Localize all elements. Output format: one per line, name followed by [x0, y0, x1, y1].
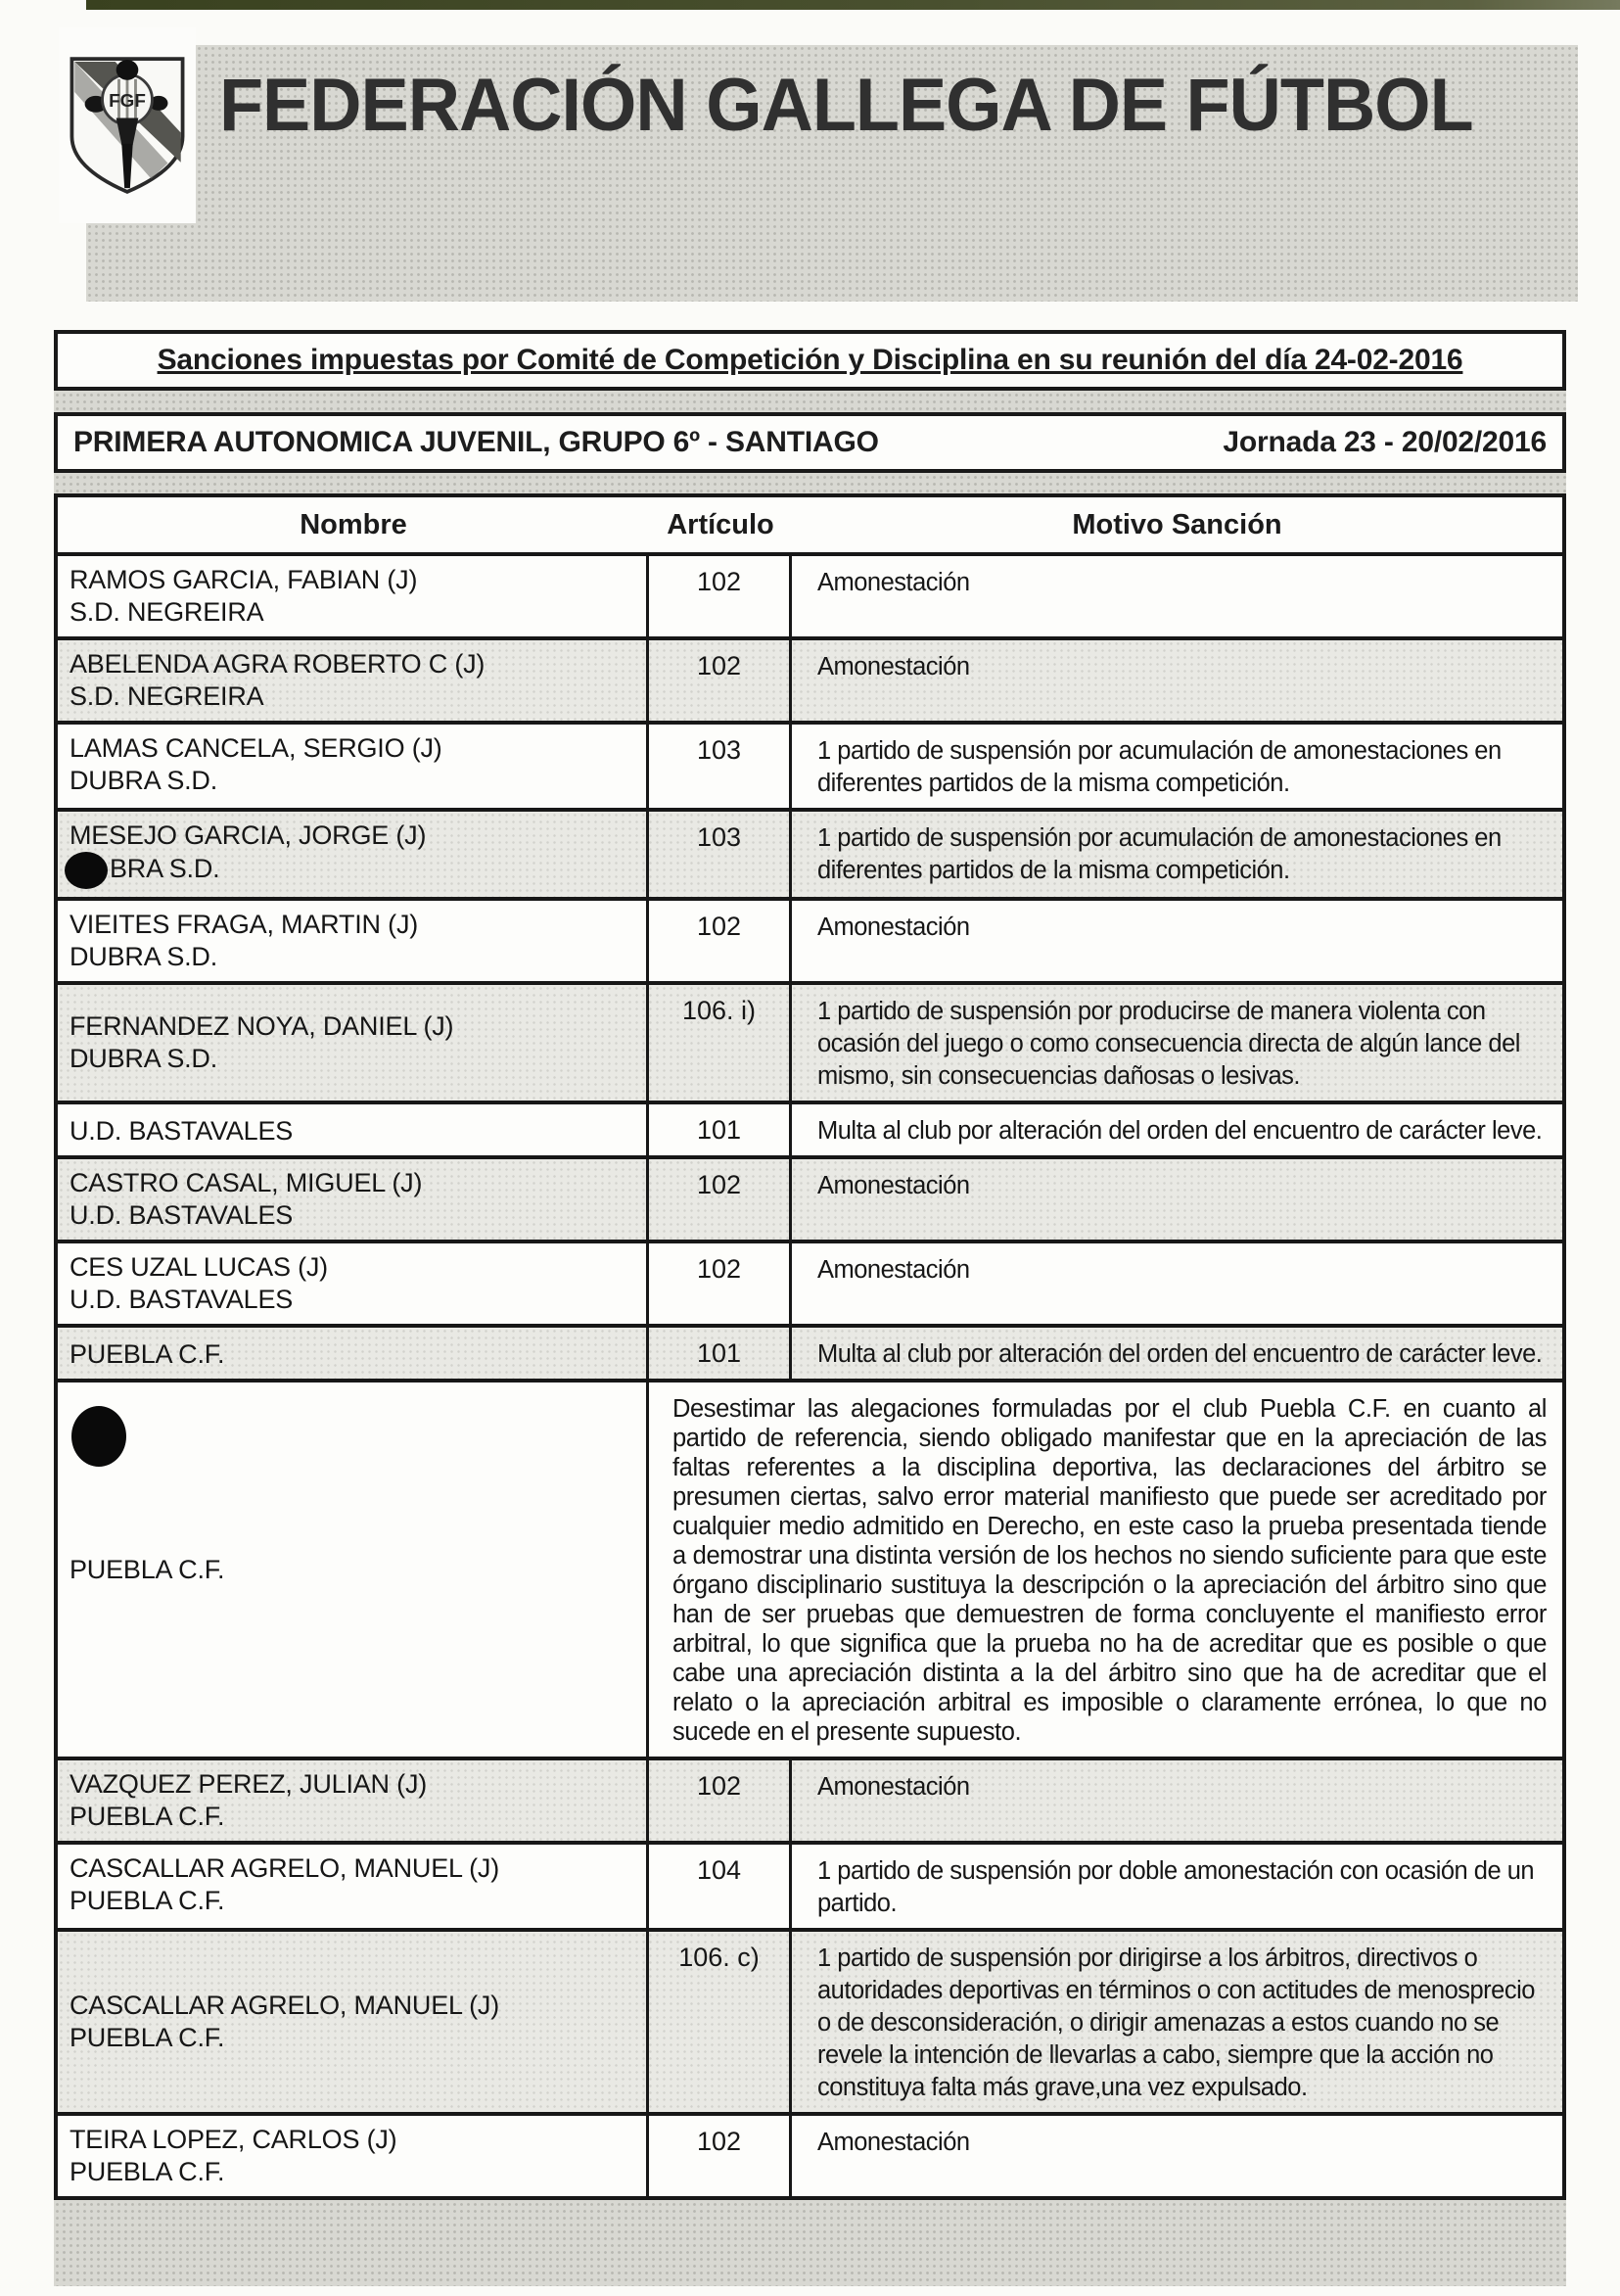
sanction-row: [58, 897, 1562, 981]
article-number: 106. i): [649, 985, 792, 1101]
article-number: 106. c): [649, 1932, 792, 2112]
player-name: RAMOS GARCIA, FABIAN (J): [69, 565, 418, 594]
sanction-row: [58, 1928, 1562, 2112]
sanction-row: [58, 1155, 1562, 1240]
sanction-reason: Amonestación: [817, 569, 970, 596]
name-cell: [58, 1382, 649, 1757]
player-name: VAZQUEZ PEREZ, JULIAN (J): [69, 1769, 428, 1799]
club-name: S.D. NEGREIRA: [69, 681, 264, 711]
club-name: PUEBLA C.F.: [69, 1554, 225, 1584]
club-name: U.D. BASTAVALES: [69, 1285, 294, 1314]
column-header-motivo: Motivo Sanción: [1072, 508, 1282, 540]
player-name: TEIRA LOPEZ, CARLOS (J): [69, 2125, 397, 2154]
article-number: 103: [649, 725, 792, 808]
column-header-articulo: Artículo: [667, 508, 774, 540]
player-name: MESEJO GARCIA, JORGE (J): [69, 820, 427, 850]
sanction-row: [58, 1841, 1562, 1928]
sanction-row: [58, 1101, 1562, 1155]
article-number: 102: [649, 1243, 792, 1324]
sanction-row: [58, 552, 1562, 636]
player-name: FERNANDEZ NOYA, DANIEL (J): [69, 1011, 454, 1041]
name-cell: [58, 812, 649, 897]
resolution-text: Desestimar las alegaciones formuladas por el club Puebla C.F. en cuanto al partido de referencia, siendo obligado manifestar que en la apreciación de las faltas referentes a la disciplina deportiva, las declaraciones del árbitro se presumen ciertas, salvo error material manifiesto que puede ser acreditado por cualquier medio admitido en Derecho, en este caso la prueba presentada tiende a demostrar una distinta versión de los hechos no siendo suficiente para que este órgano disciplinario sustituya la descripción o la apreciación del árbitro sino que han de ser pruebas que demuestren de forma concluyente el manifiesto error arbitral, lo que significa que la prueba no ha de acreditar que es posible o que cabe una apreciación distinta a la del árbitro sino que ha de acreditar que el relato o la apreciación arbitral es imposible o claramente errónea, lo que no sucede en el presente supuesto.: [672, 1395, 1547, 1746]
sanctions-title: Sanciones impuestas por Comité de Competición y Disciplina en su reunión del día 24-02-2016: [157, 344, 1463, 376]
column-header-nombre: Nombre: [300, 508, 407, 540]
name-cell: [58, 1760, 649, 1841]
player-name: CASCALLAR AGRELO, MANUEL (J): [69, 1853, 500, 1883]
article-number: 102: [649, 1760, 792, 1841]
club-name: PUEBLA C.F.: [69, 2157, 225, 2186]
sanction-reason: Amonestación: [817, 1773, 970, 1801]
article-number: 102: [649, 1159, 792, 1240]
sanction-reason: Amonestación: [817, 2129, 970, 2156]
sanction-row: [58, 721, 1562, 808]
sanction-reason: Amonestación: [817, 1256, 970, 1284]
name-cell: [58, 1932, 649, 2112]
article-number: 102: [649, 640, 792, 721]
player-name: ABELENDA AGRA ROBERTO C (J): [69, 649, 486, 679]
name-cell: [58, 640, 649, 721]
scan-edge-strip: [86, 0, 1620, 10]
fgf-shield-icon: [63, 51, 192, 200]
name-cell: [58, 985, 649, 1101]
article-number: 101: [649, 1328, 792, 1379]
name-cell: [58, 1104, 649, 1155]
article-number: 102: [649, 2116, 792, 2196]
name-cell: [58, 1243, 649, 1324]
federation-logo: [59, 27, 196, 223]
player-name: CASTRO CASAL, MIGUEL (J): [69, 1168, 423, 1197]
sanction-reason: 1 partido de suspensión por producirse de manera violenta con ocasión del juego o como consecuencia directa de algún lance del mismo, sin consecuencias dañosas o lesivas.: [817, 998, 1520, 1090]
sanction-reason: 1 partido de suspensión por acumulación de amonestaciones en diferentes partidos de la misma competición.: [817, 824, 1502, 884]
player-name: CASCALLAR AGRELO, MANUEL (J): [69, 1991, 500, 2020]
sanction-reason: Amonestación: [817, 653, 970, 680]
resolution-row: [58, 1379, 1562, 1757]
redaction-dot-icon: [71, 1406, 126, 1467]
club-name: PUEBLA C.F.: [69, 2023, 225, 2052]
sanction-reason: 1 partido de suspensión por dirigirse a los árbitros, directivos o autoridades deportivas en términos o con actitudes de menosprecio o de desconsideración, o dirigir amenazas a estos cuando no se revele la intención de llevarlas a cabo, siempre que la acción no constituya falta más grave,una vez expulsado.: [817, 1945, 1535, 2101]
sanction-reason: Amonestación: [817, 1172, 970, 1199]
sanction-row: [58, 2112, 1562, 2196]
name-cell: [58, 556, 649, 636]
sanction-reason: Multa al club por alteración del orden del encuentro de carácter leve.: [817, 1117, 1543, 1145]
article-number: 103: [649, 812, 792, 897]
sanction-row: [58, 808, 1562, 897]
club-name: S.D. NEGREIRA: [69, 597, 264, 627]
competition-bar: [54, 412, 1566, 473]
club-name: DUBRA S.D.: [69, 942, 218, 971]
sanction-row: [58, 1324, 1562, 1379]
league-label: PRIMERA AUTONOMICA JUVENIL, GRUPO 6º - SANTIAGO: [73, 426, 879, 458]
name-cell: [58, 1159, 649, 1240]
redaction-dot-icon: [65, 852, 108, 889]
page-title: FEDERACIÓN GALLEGA DE FÚTBOL: [219, 64, 1473, 147]
sanction-reason: 1 partido de suspensión por doble amonestación con ocasión de un partido.: [817, 1857, 1535, 1917]
sanctions-table: [54, 493, 1566, 2200]
sanction-row: [58, 981, 1562, 1101]
club-name: U.D. BASTAVALES: [69, 1116, 294, 1146]
table-header-row: [58, 497, 1562, 552]
name-cell: [58, 1328, 649, 1379]
name-cell: [58, 2116, 649, 2196]
jornada-label: Jornada 23 - 20/02/2016: [1223, 426, 1547, 458]
sanction-reason: 1 partido de suspensión por acumulación de amonestaciones en diferentes partidos de la misma competición.: [817, 737, 1502, 797]
name-cell: [58, 901, 649, 981]
club-name: DUBRA S.D.: [69, 1044, 218, 1073]
club-name: BRA S.D.: [69, 852, 636, 889]
player-name: LAMAS CANCELA, SERGIO (J): [69, 733, 442, 763]
table-body: [58, 552, 1562, 2196]
name-cell: [58, 1845, 649, 1928]
sanction-reason: Amonestación: [817, 914, 970, 941]
article-number: 104: [649, 1845, 792, 1928]
article-number: 101: [649, 1104, 792, 1155]
club-name: U.D. BASTAVALES: [69, 1200, 294, 1230]
article-number: 102: [649, 556, 792, 636]
sanctions-title-box: [54, 330, 1566, 391]
sanction-row: [58, 636, 1562, 721]
club-name: PUEBLA C.F.: [69, 1802, 225, 1831]
player-name: CES UZAL LUCAS (J): [69, 1252, 328, 1282]
club-name: PUEBLA C.F.: [69, 1886, 225, 1915]
name-cell: [58, 725, 649, 808]
club-name: DUBRA S.D.: [69, 766, 218, 795]
sanction-row: [58, 1240, 1562, 1324]
sanction-reason: Multa al club por alteración del orden del encuentro de carácter leve.: [817, 1340, 1543, 1368]
player-name: VIEITES FRAGA, MARTIN (J): [69, 910, 419, 939]
article-number: 102: [649, 901, 792, 981]
sanction-row: [58, 1757, 1562, 1841]
logo-monogram: FGF: [109, 90, 146, 112]
club-name: PUEBLA C.F.: [69, 1339, 225, 1369]
